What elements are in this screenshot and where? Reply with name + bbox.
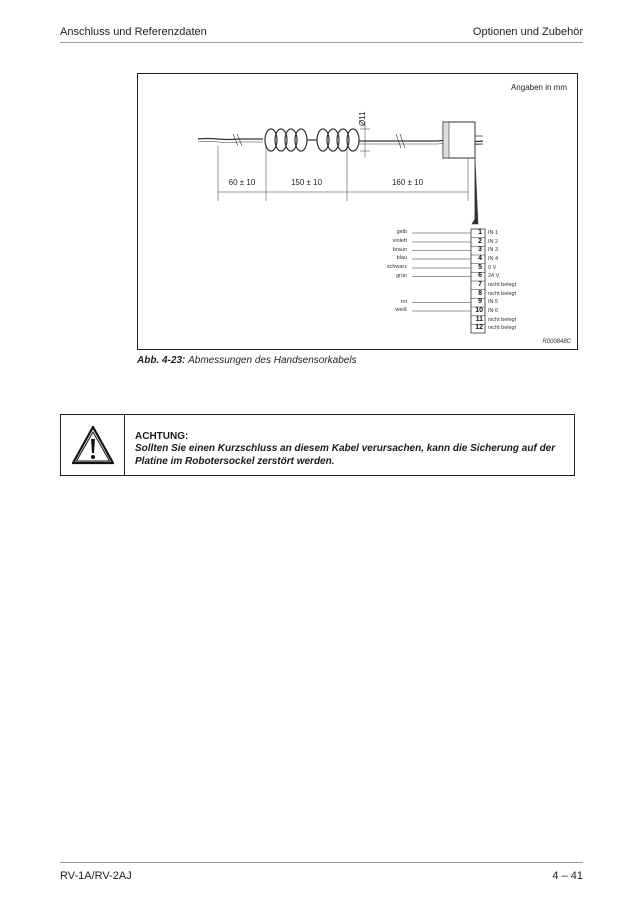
cable-dimension-figure: [137, 73, 578, 350]
footer-page-number: 4 – 41: [552, 870, 583, 882]
pin-signal: nicht belegt: [488, 282, 517, 288]
pin-number: 4: [478, 255, 482, 262]
pin-number: 7: [478, 281, 482, 288]
warning-triangle-icon: [71, 425, 115, 470]
wire-label: braun: [392, 246, 407, 253]
pin-signal: IN 1: [488, 230, 499, 236]
pin-signal: nicht belegt: [488, 290, 517, 297]
pin-signal: IN 2: [488, 238, 499, 245]
caption-label: Abb. 4-23:: [137, 355, 186, 366]
pin-number: 12: [475, 324, 483, 332]
pin-number: 10: [475, 307, 483, 314]
wire-label: rot: [400, 298, 407, 305]
header-left-title: Anschluss und Referenzdaten: [60, 26, 207, 38]
pin-signal: nicht belegt: [488, 316, 517, 323]
dimension-label-2: 150 ± 10: [290, 178, 323, 187]
pin-number: 6: [478, 272, 482, 280]
wire-label: weiß: [395, 307, 407, 313]
caption-text: Abmessungen des Handsensorkabels: [188, 355, 357, 366]
units-label: Angaben in mm: [510, 83, 567, 92]
pin-number: 11: [475, 315, 483, 323]
footer-rule: [60, 862, 583, 863]
pin-signal: nicht belegt: [488, 325, 517, 332]
warning-title: ACHTUNG:: [135, 431, 189, 442]
pin-number: 8: [478, 289, 482, 297]
pin-signal: 0 V: [488, 264, 497, 271]
pin-signal: IN 5: [488, 299, 499, 306]
warning-text: Sollten Sie einen Kurzschluss an diesem Kabel verursachen, kann die Sicherung auf der Platine im Robotersockel zerstört werden.: [135, 443, 556, 467]
pin-number: 2: [478, 237, 482, 245]
pin-number: 1: [478, 229, 482, 236]
footer-model: RV-1A/RV-2AJ: [60, 870, 132, 882]
pin-signal: IN 4: [488, 256, 499, 262]
wire-label: gelb: [396, 229, 407, 235]
figure-code: R000848C: [542, 339, 571, 345]
pin-signal: 24 V: [488, 273, 500, 280]
pin-signal: IN 6: [488, 308, 499, 314]
dimension-label-3: 160 ± 10: [391, 178, 424, 187]
pin-number: 3: [478, 246, 482, 254]
wire-label: grün: [395, 272, 407, 279]
pin-signal: IN 3: [488, 247, 499, 254]
header-rule: [60, 42, 583, 43]
pin-number: 9: [478, 298, 482, 306]
warning-divider: [124, 415, 125, 475]
wire-label: violett: [392, 238, 407, 244]
figure-caption: [137, 355, 357, 366]
warning-box: [60, 414, 575, 476]
pin-number: 5: [478, 263, 482, 271]
header-right-title: Optionen und Zubehör: [472, 26, 583, 38]
wire-label: blau: [396, 255, 407, 261]
dimension-label-1: 60 ± 10: [228, 178, 256, 187]
wire-label: schwarz: [386, 264, 407, 270]
diameter-label: Ø11: [358, 111, 367, 126]
